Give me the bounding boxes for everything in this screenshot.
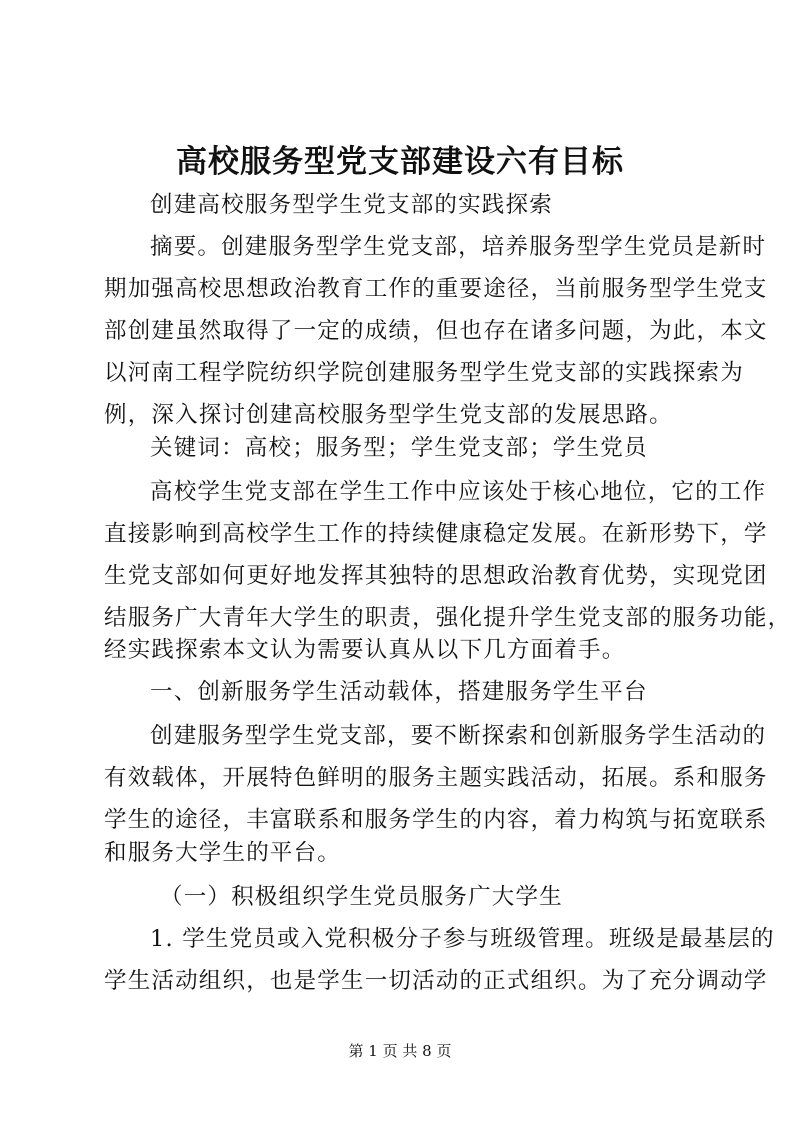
paragraph-line: 期加强高校思想政治教育工作的重要途径，当前服务型学生党支 [104,276,768,302]
paragraph-line: 经实践探索本文认为需要认真从以下几方面着手。 [104,637,626,663]
subsection-heading: （一）积极组织学生党员服务广大学生 [160,884,563,910]
paragraph-line: 摘要。创建服务型学生党支部，培养服务型学生党员是新时 [150,234,767,260]
paragraph-line: 例，深入探讨创建高校服务型学生党支部的发展思路。 [104,402,673,428]
paragraph-line: 生党支部如何更好地发挥其独特的思想政治教育优势，实现党团 [104,563,768,589]
paragraph-line: 创建服务型学生党支部，要不断探索和创新服务学生活动的 [150,723,767,749]
subtitle-line: 创建高校服务型学生党支部的实践探索 [150,192,553,218]
section-heading: 一、创新服务学生活动载体，搭建服务学生平台 [150,679,648,705]
keywords-line: 关键词：高校；服务型；学生党支部；学生党员 [150,435,648,461]
paragraph-line: 部创建虽然取得了一定的成绩，但也存在诸多问题，为此，本文 [104,318,768,344]
paragraph-line: 高校学生党支部在学生工作中应该处于核心地位，它的工作 [150,479,767,505]
paragraph-line: 结服务广大青年大学生的职责，强化提升学生党支部的服务功能， [104,605,792,631]
paragraph-line: 学生活动组织，也是学生一切活动的正式组织。为了充分调动学 [104,968,768,994]
paragraph-line: 和服务大学生的平台。 [104,840,342,866]
paragraph-line: 以河南工程学院纺织学院创建服务型学生党支部的实践探索为 [104,360,744,386]
paragraph-line: 有效载体，开展特色鲜明的服务主题实践活动，拓展。系和服务 [104,765,768,791]
paragraph-line: 学生的途径，丰富联系和服务学生的内容，着力构筑与拓宽联系 [104,807,768,833]
paragraph-line: 直接影响到高校学生工作的持续健康稳定发展。在新形势下，学 [104,521,768,547]
paragraph-line: 1. 学生党员或入党积极分子参与班级管理。班级是最基层的 [150,926,775,952]
page-number-footer: 第 1 页 共 8 页 [348,1042,452,1060]
document-title: 高校服务型党支部建设六有目标 [176,144,624,180]
